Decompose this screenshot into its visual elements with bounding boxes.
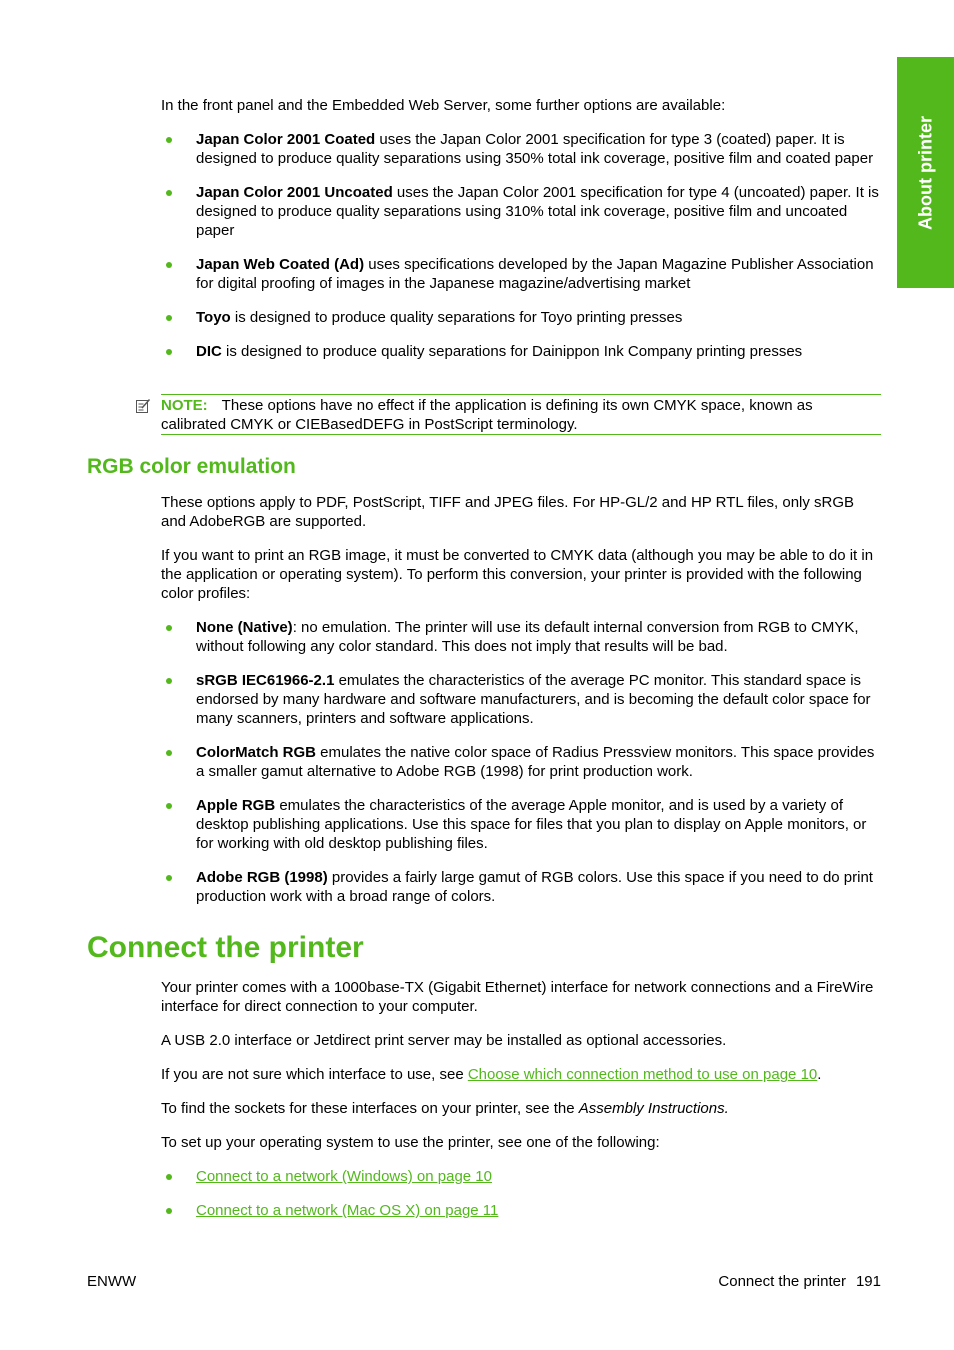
connect-paragraph-3-text: If you are not sure which interface to use, see (161, 1066, 468, 1083)
connect-paragraph-1: Your printer comes with a 1000base-TX (Gigabit Ethernet) interface for network connections and a FireWire interface for direct connection to your computer. (161, 979, 874, 1015)
profile-description: emulates the characteristics of the average Apple monitor, and is used by a variety of desktop publishing applications. Use this space for files that you plan to display on Apple monitors, or for working with old desktop publishing files. (196, 797, 867, 852)
footer-right (718, 1272, 881, 1291)
list-item (161, 342, 882, 361)
profile-name: None (Native) (196, 619, 293, 636)
connection-method-link[interactable]: Choose which connection method to use on page 10 (467, 1066, 818, 1083)
bullet-icon (166, 137, 172, 143)
bullet-icon (166, 190, 172, 196)
profile-name: ColorMatch RGB (196, 744, 316, 761)
option-name: Toyo (196, 309, 231, 326)
bullet-icon (166, 803, 172, 809)
section-heading-connect: Connect the printer (87, 931, 364, 964)
list-item (161, 308, 882, 327)
connect-paragraph-5: To set up your operating system to use the printer, see one of the following: (161, 1134, 660, 1151)
option-description: is designed to produce quality separations for Toyo printing presses (230, 309, 683, 326)
list-item (161, 183, 882, 240)
list-item (161, 1201, 882, 1220)
option-description: uses the Japan Color 2001 specification for type 4 (uncoated) paper. It is designed to produce quality separations using 310% total ink coverage, positive film and uncoated paper (196, 184, 879, 239)
connect-links-list (161, 1167, 882, 1220)
note-label: NOTE: (161, 397, 208, 414)
profile-name: Adobe RGB (1998) (196, 869, 328, 886)
intro-paragraph: In the front panel and the Embedded Web Server, some further options are available: (161, 97, 726, 114)
list-item (161, 1167, 882, 1186)
rgb-block (161, 493, 882, 906)
option-description: is designed to produce quality separations for Dainippon Ink Company printing presses (221, 343, 803, 360)
page-number: 191 (855, 1273, 881, 1290)
profile-description: emulates the native color space of Radius Pressview monitors. This space provides a smaller gamut alternative to Adobe RGB (1998) for print production work. (196, 744, 875, 780)
list-item (161, 743, 882, 781)
side-tab (897, 57, 954, 288)
bullet-icon (166, 875, 172, 881)
profile-description: : no emulation. The printer will use its default internal conversion from RGB to CMYK, without following any color standard. This does not imply that results will be bad. (196, 619, 859, 655)
list-item (161, 868, 882, 906)
bullet-icon (166, 678, 172, 684)
rgb-paragraph-2: If you want to print an RGB image, it must be converted to CMYK data (although you may be able to do it in the application or operating system). To perform this conversion, your printer is provided with the following color profiles: (161, 547, 874, 602)
assembly-instructions-title: Assembly Instructions. (578, 1100, 729, 1117)
list-item (161, 130, 882, 168)
bullet-icon (166, 625, 172, 631)
connect-paragraph-4 (161, 1099, 882, 1118)
footer-title: Connect the printer (718, 1273, 846, 1290)
connect-paragraph-2: A USB 2.0 interface or Jetdirect print server may be installed as optional accessories. (161, 1032, 727, 1049)
note-box (161, 394, 881, 435)
profiles-list (161, 618, 882, 906)
list-item (161, 796, 882, 853)
note-icon (135, 398, 151, 414)
option-name: Japan Color 2001 Coated (196, 131, 376, 148)
windows-network-link[interactable]: Connect to a network (Windows) on page 10 (196, 1168, 492, 1185)
footer-left: ENWW (87, 1273, 137, 1290)
bullet-icon (166, 349, 172, 355)
option-name: Japan Web Coated (Ad) (196, 256, 365, 273)
option-name: DIC (196, 343, 222, 360)
bullet-icon (166, 262, 172, 268)
option-name: Japan Color 2001 Uncoated (196, 184, 393, 201)
list-item (161, 618, 882, 656)
connect-paragraph-4-text: To find the sockets for these interfaces on your printer, see the (161, 1100, 579, 1117)
profile-name: Apple RGB (196, 797, 276, 814)
options-list (161, 130, 882, 361)
options-block (161, 130, 882, 361)
profile-name: sRGB IEC61966-2.1 (196, 672, 335, 689)
profile-description: emulates the characteristics of the average PC monitor. This standard space is endorsed by many hardware and software manufacturers, and is becoming the default color space for many scanners, printers and software applications. (196, 672, 871, 727)
bullet-icon (166, 1208, 172, 1214)
connect-paragraph-3 (161, 1065, 882, 1084)
rgb-paragraph-1: These options apply to PDF, PostScript, TIFF and JPEG files. For HP-GL/2 and HP RTL files, only sRGB and AdobeRGB are supported. (161, 494, 855, 530)
list-item (161, 255, 882, 293)
intro-block (161, 96, 882, 115)
bullet-icon (166, 315, 172, 321)
bullet-icon (166, 750, 172, 756)
option-description: uses the Japan Color 2001 specification for type 3 (coated) paper. It is designed to produce quality separations using 350% total ink coverage, positive film and coated paper (196, 131, 874, 167)
mac-network-link[interactable]: Connect to a network (Mac OS X) on page 11 (196, 1202, 499, 1219)
profile-description: provides a fairly large gamut of RGB colors. Use this space if you need to do print production work with a broad range of colors. (196, 869, 873, 905)
side-tab-label: About printer (915, 115, 935, 230)
connect-paragraph-3-end: . (817, 1066, 822, 1083)
section-heading-rgb: RGB color emulation (87, 455, 296, 478)
note-text: These options have no effect if the application is defining its own CMYK space, known as calibrated CMYK or CIEBasedDEFG in PostScript terminology. (161, 397, 813, 433)
connect-block (161, 978, 882, 1220)
bullet-icon (166, 1174, 172, 1180)
list-item (161, 671, 882, 728)
option-description: uses specifications developed by the Japan Magazine Publisher Association for digital proofing of images in the Japanese magazine/advertising market (196, 256, 874, 292)
